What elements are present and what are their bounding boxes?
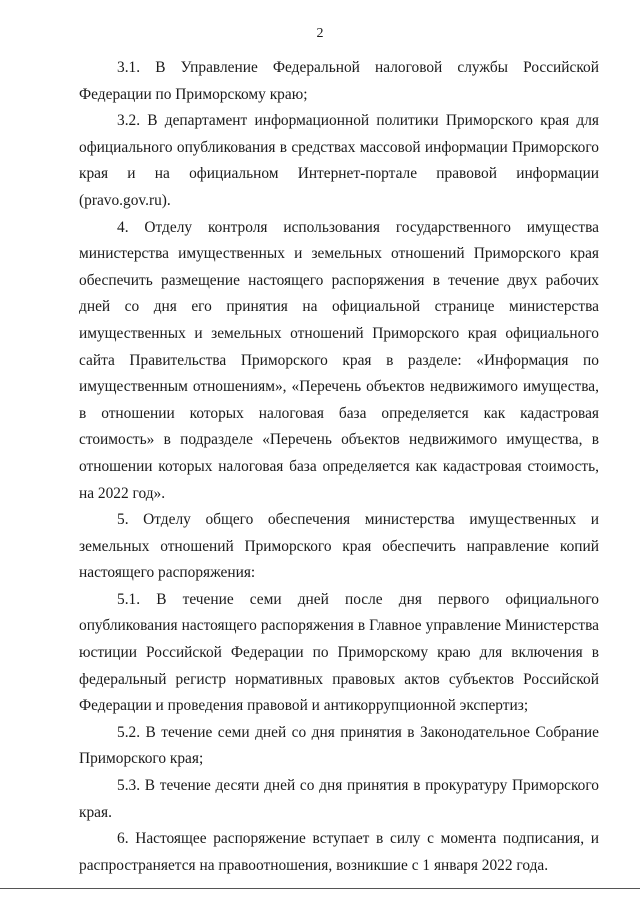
page-bottom-rule: [0, 888, 640, 889]
paragraph-4: 4. Отделу контроля использования государственного имущества министерства имущественных и земельных отношений Приморского края обеспечить размещение настоящего распоряжения в течение двух рабочих дней со дня его принятия на официальной странице министерства имущественных и земельных отношений Приморского края официального сайта Правительства Приморского края в разделе: «Информация по имущественным отношениям», «Перечень объектов недвижимого имущества, в отношении которых налоговая база определяется как кадастровая стоимость» в подразделе «Перечень объектов недвижимого имущества, в отношении которых налоговая база определяется как кадастровая стоимость, на 2022 год».: [79, 218, 599, 502]
paragraph-3-1: 3.1. В Управление Федеральной налоговой службы Российской Федерации по Приморскому краю;: [79, 59, 599, 103]
paragraph-5-1: 5.1. В течение семи дней после дня первого официального опубликования настоящего распоряжения в Главное управление Министерства юстиции Российской Федерации по Приморскому краю для включения в федеральный регистр нормативных правовых актов субъектов Российской Федерации и проведения правовой и антикоррупционной экспертиз;: [79, 590, 599, 715]
paragraph-5-2: 5.2. В течение семи дней со дня принятия в Законодательное Собрание Приморского края;: [79, 723, 599, 768]
paragraph-3-2: 3.2. В департамент информационной политики Приморского края для официального опубликования в средствах массовой информации Приморского края и на официальном Интернет-портале правовой информации (pravo.gov.ru).: [79, 112, 599, 209]
paragraph-5-3: 5.3. В течение десяти дней со дня принятия в прокуратуру Приморского края.: [79, 777, 599, 821]
paragraph-5: 5. Отделу общего обеспечения министерства имущественных и земельных отношений Приморского края обеспечить направление копий настоящего распоряжения:: [79, 511, 599, 582]
paragraph-6: 6. Настоящее распоряжение вступает в силу с момента подписания, и распространяется на правоотношения, возникшие с 1 января 2022 года.: [79, 830, 599, 874]
document-body: [79, 55, 599, 879]
page-number: 2: [316, 26, 324, 41]
